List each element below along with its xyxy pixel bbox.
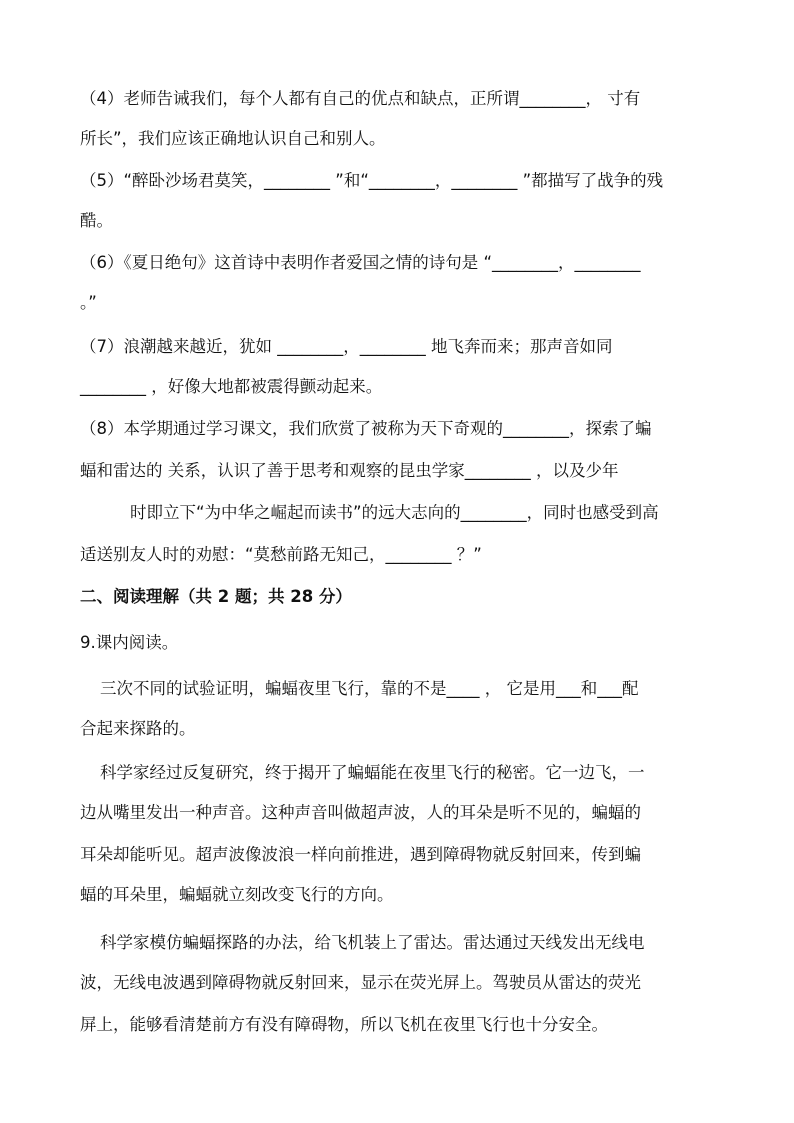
q9-title: 9.课内阅读。 bbox=[80, 633, 179, 652]
section-heading: 二、阅读理解（共 2 题；共 28 分） bbox=[80, 587, 352, 606]
passage-p1-line-1: 科学家经过反复研究，终于揭开了蝙蝠能在夜里飞行的秘密。它一边飞，一 bbox=[100, 763, 645, 782]
q5-line-1: （5）“醉卧沙场君莫笑，________ ”和“________，________ ”都描写了战争的残 bbox=[80, 171, 664, 190]
passage-p2-line-2: 波，无线电波遇到障碍物就反射回来，显示在荧光屏上。驾驶员从雷达的荧光 bbox=[80, 973, 641, 992]
q8-line-1: （8）本学期通过学习课文，我们欣赏了被称为天下奇观的________，探索了蝙 bbox=[80, 419, 652, 438]
q6-line-2: 。” bbox=[80, 293, 97, 312]
q8-line-3: 时即立下“为中华之崛起而读书”的远大志向的________，同时也感受到高 bbox=[130, 503, 659, 522]
q7-line-2: ________ ，好像大地都被震得颤动起来。 bbox=[80, 377, 383, 396]
passage-p1-line-4: 蝠的耳朵里，蝙蝠就立刻改变飞行的方向。 bbox=[80, 885, 394, 904]
q4-line-1: （4）老师告诫我们，每个人都有自己的优点和缺点，正所谓________， 寸有 bbox=[80, 89, 641, 108]
q5-line-2: 酷。 bbox=[80, 211, 113, 230]
q6-line-1: （6）《夏日绝句》这首诗中表明作者爱国之情的诗句是 “________，________ bbox=[80, 253, 641, 272]
passage-p1-line-2: 边从嘴里发出一种声音。这种声音叫做超声波，人的耳朵是听不见的，蝙蝠的 bbox=[80, 803, 641, 822]
q4-line-2: 所长”，我们应该正确地认识自己和别人。 bbox=[80, 129, 386, 148]
passage-p2-line-3: 屏上，能够看清楚前方有没有障碍物，所以飞机在夜里飞行也十分安全。 bbox=[80, 1015, 608, 1034]
q8-line-2: 蝠和雷达的 关系，认识了善于思考和观察的昆虫学家________ ，以及少年 bbox=[80, 461, 619, 480]
q9-prompt-line-1: 三次不同的试验证明，蝙蝠夜里飞行，靠的不是____ ， 它是用___和___配 bbox=[100, 679, 639, 698]
passage-p2-line-1: 科学家模仿蝙蝠探路的办法，给飞机装上了雷达。雷达通过天线发出无线电 bbox=[100, 933, 645, 952]
q7-line-1: （7）浪潮越来越近，犹如 ________，________ 地飞奔而来；那声音如同 bbox=[80, 337, 613, 356]
q8-line-4: 适送别友人时的劝慰：“莫愁前路无知己，________ ？” bbox=[80, 545, 482, 564]
passage-p1-line-3: 耳朵却能听见。超声波像波浪一样向前推进，遇到障碍物就反射回来，传到蝙 bbox=[80, 845, 641, 864]
q9-prompt-line-2: 合起来探路的。 bbox=[80, 719, 196, 738]
